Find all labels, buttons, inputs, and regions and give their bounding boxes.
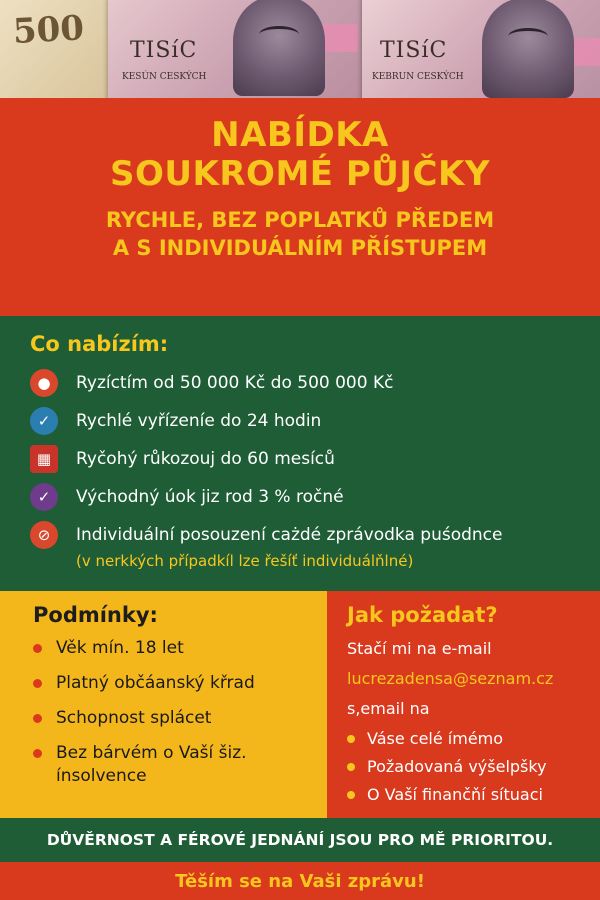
bullet-icon	[347, 735, 355, 743]
contact-email[interactable]: lucrezadensa@seznam.cz	[347, 669, 554, 688]
check-badge-icon: ✓	[30, 407, 58, 435]
subtitle-line-1: RYCHLE, BEZ POPLATKŮ PŘEDEM	[105, 208, 495, 232]
main-title	[0, 116, 600, 194]
offer-section	[0, 316, 600, 591]
contact-panel	[327, 591, 600, 818]
banknote-value: 500	[12, 8, 85, 52]
condition-item	[33, 672, 327, 695]
contact-item-text: O Vaší finančňí sítuaci	[367, 785, 543, 804]
condition-item	[33, 742, 327, 788]
location-pin-icon: ●	[30, 369, 58, 397]
contact-item	[347, 757, 600, 776]
banknote-1000-right	[362, 0, 600, 98]
offer-item-text: Individuální posouzení cażdé zprávodka puśodnce	[76, 525, 503, 545]
contact-item-text: Váse celé ímémo	[367, 729, 504, 748]
banknote-portrait	[233, 0, 325, 96]
title-line-1: NABÍDKA	[211, 115, 389, 155]
conditions-title: Podmínky:	[33, 603, 158, 627]
offer-note: (v nerkkých případkíl lze řešíť individuálňlné)	[76, 552, 414, 570]
banknote-subtext: KESÚN CESKÝCH	[122, 72, 207, 82]
contact-item-text: Požadovaná výšelpšky	[367, 757, 547, 776]
calendar-icon: ▦	[30, 445, 58, 473]
offer-item	[30, 516, 600, 554]
condition-item	[33, 707, 327, 730]
offer-item-text: Rychlé vyřízeníe do 24 hodin	[76, 411, 322, 431]
banknote-banner	[0, 0, 600, 98]
bottom-section	[0, 591, 600, 818]
offer-item	[30, 478, 600, 516]
offer-item	[30, 364, 600, 402]
bullet-icon	[33, 679, 42, 688]
condition-text: Schopnost splácet	[56, 708, 212, 728]
banknote-word: TISíC	[380, 38, 448, 63]
subtitle-line-2: A S INDIVIDUÁLNÍM PŘÍSTUPEM	[112, 236, 488, 260]
privacy-text: DŮVĚRNOST A FÉROVÉ JEDNÁNÍ JSOU PRO MĚ PRIORITOU.	[46, 831, 554, 849]
title-line-2: SOUKROMÉ PŮJČKY	[110, 154, 490, 194]
banknote-word: TISíC	[130, 38, 198, 63]
contact-item	[347, 729, 600, 748]
offer-item-text: Ryčohý růkozouj do 60 mesíců	[76, 449, 335, 469]
condition-text: Platný občáanský křrad	[56, 673, 255, 693]
condition-text: Věk mín. 18 let	[56, 638, 184, 658]
headline-section	[0, 98, 600, 316]
footer-banner	[0, 862, 600, 900]
heart-check-icon: ✓	[30, 483, 58, 511]
bullet-icon	[33, 714, 42, 723]
banknote-portrait	[482, 0, 574, 98]
offer-item	[30, 440, 600, 478]
bullet-icon	[347, 763, 355, 771]
no-fees-icon: ⊘	[30, 521, 58, 549]
offer-item-text: Východný úok jiz rod 3 % ročné	[76, 487, 344, 507]
condition-item	[33, 637, 327, 660]
bullet-icon	[33, 644, 42, 653]
offer-item-text: Ryzíctím od 50 000 Kč do 500 000 Kč	[76, 373, 394, 393]
privacy-banner	[0, 818, 600, 862]
banknote-500	[0, 0, 115, 98]
banknote-subtext: KEBRUN CESKÝCH	[372, 72, 464, 82]
footer-text: Těším se na Vaši zprávu!	[175, 870, 425, 892]
offer-item	[30, 402, 600, 440]
contact-instruction-2: s,email na	[347, 699, 430, 718]
banknote-1000-left	[108, 0, 363, 98]
bullet-icon	[33, 749, 42, 758]
bullet-icon	[347, 791, 355, 799]
condition-text: Bez bárvém o Vaší šiz. ínsolvence	[56, 743, 247, 786]
offer-title: Co nabízím:	[30, 332, 169, 356]
subtitle	[0, 206, 600, 262]
contact-item	[347, 785, 600, 804]
conditions-panel	[0, 591, 327, 818]
contact-instruction: Stačí mi na e-mail	[347, 639, 492, 658]
contact-title: Jak požadat?	[347, 603, 498, 627]
